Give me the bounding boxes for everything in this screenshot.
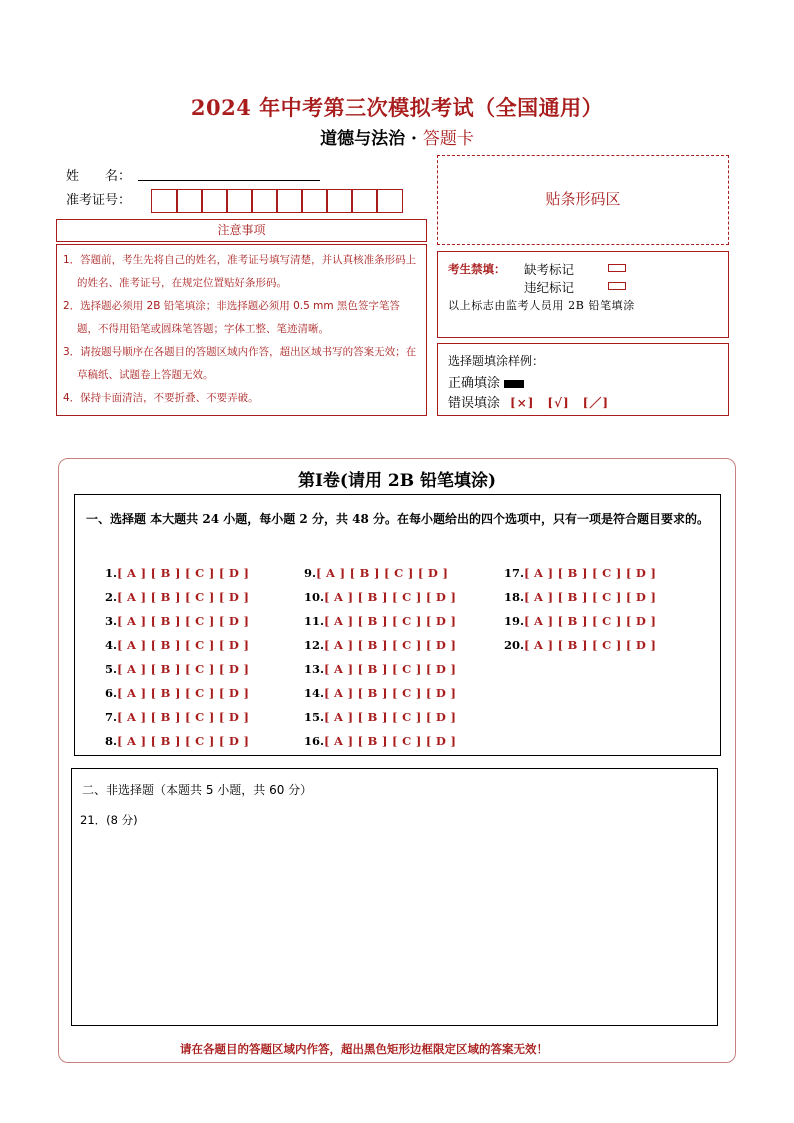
exam-id-cell[interactable] [301,189,328,213]
choice-question[interactable] [304,686,456,700]
sample-title: 选择题填涂样例： [448,354,545,368]
choice-question[interactable] [105,566,249,580]
choice-question[interactable] [304,566,448,580]
open-question-box[interactable] [71,768,718,1026]
question-number: 7. [105,710,118,724]
question-number: 12. [304,638,325,652]
choice-question[interactable] [105,614,249,628]
choice-question[interactable] [504,566,656,580]
barcode-area: 贴条形码区 [437,155,729,245]
exam-id-cell[interactable] [151,189,178,213]
notice-heading: 注意事项 [56,219,427,242]
answer-options[interactable]: [ A ] [ B ] [ C ] [ D ] [324,590,457,604]
question-number: 5. [105,662,118,676]
question-number: 9. [304,566,317,580]
question-number: 18. [504,590,525,604]
sample-wrong [448,392,609,411]
answer-options[interactable]: [ A ] [ B ] [ C ] [ D ] [524,566,657,580]
choice-question[interactable] [304,710,456,724]
question-number: 11. [304,614,325,628]
page-title: 2024 年中考第三次模拟考试（全国通用） [190,95,604,120]
choice-question[interactable] [304,590,456,604]
answer-options[interactable]: [ A ] [ B ] [ C ] [ D ] [524,638,657,652]
question-number: 13. [304,662,325,676]
answer-options[interactable]: [ A ] [ B ] [ C ] [ D ] [117,614,250,628]
exam-id-label: 准考证号： [66,193,132,208]
choice-question[interactable] [304,662,456,676]
question-number: 15. [304,710,325,724]
answer-options[interactable]: [ A ] [ B ] [ C ] [ D ] [117,638,250,652]
question-number: 19. [504,614,525,628]
choice-question[interactable] [105,686,249,700]
notice-item: 2．选择题必须用 2B 铅笔填涂；非选择题必须用 0.5 mm 黑色签字笔答题，不得用铅笔或圆珠笔答题；字体工整、笔迹清晰。 [63,300,400,335]
question-number: 8. [105,734,118,748]
forbid-label: 考生禁填： [448,262,506,276]
multiple-choice-description: 一、选择题 本大题共 24 小题，每小题 2 分，共 48 分。在每小题给出的四个选项中，只有一项是符合题目要求的。 [86,512,709,526]
answer-options[interactable]: [ A ] [ B ] [ C ] [ D ] [524,614,657,628]
question-number: 10. [304,590,325,604]
question-number: 4. [105,638,118,652]
answer-options[interactable]: [ A ] [ B ] [ C ] [ D ] [324,734,457,748]
wrong-marks: [×] [√] [／] [510,396,610,410]
subtitle-dot: · [411,129,417,149]
exam-id-cell[interactable] [201,189,228,213]
notice-item: 1．答题前，考生先将自己的姓名，准考证号填写清楚，并认真核准条形码上的姓名、准考证号，在规定位置贴好条形码。 [63,254,417,289]
answer-options[interactable]: [ A ] [ B ] [ C ] [ D ] [117,710,250,724]
notice-list [56,244,427,416]
footer-note: 请在各题目的答题区域内作答，超出黑色矩形边框限定区域的答案无效！ [180,1042,548,1056]
answer-options[interactable]: [ A ] [ B ] [ C ] [ D ] [117,662,250,676]
notice-item: 3．请按题号顺序在各题目的答题区域内作答，超出区域书写的答案无效；在草稿纸、试题卷上答题无效。 [63,346,417,381]
question-number: 16. [304,734,325,748]
answer-options[interactable]: [ A ] [ B ] [ C ] [ D ] [316,566,449,580]
answer-options[interactable]: [ A ] [ B ] [ C ] [ D ] [324,614,457,628]
answer-options[interactable]: [ A ] [ B ] [ C ] [ D ] [324,710,457,724]
choice-question[interactable] [105,590,249,604]
choice-question[interactable] [304,614,456,628]
answer-options[interactable]: [ A ] [ B ] [ C ] [ D ] [117,590,250,604]
choice-question[interactable] [105,710,249,724]
question-number: 17. [504,566,525,580]
examinee-forbidden-panel [437,251,729,338]
part1-title: 第Ⅰ卷(请用 2B 铅笔填涂) [297,471,497,491]
choice-question[interactable] [105,662,249,676]
answer-options[interactable]: [ A ] [ B ] [ C ] [ D ] [324,638,457,652]
choice-question[interactable] [504,614,656,628]
answer-options[interactable]: [ A ] [ B ] [ C ] [ D ] [117,734,250,748]
exam-id-cell[interactable] [351,189,378,213]
notice-item: 4．保持卡面清洁，不要折叠、不要弄破。 [63,392,259,404]
exam-id-cell[interactable] [226,189,253,213]
answer-options[interactable]: [ A ] [ B ] [ C ] [ D ] [324,662,457,676]
choice-question[interactable] [504,638,656,652]
filled-mark-icon [504,380,524,388]
question-21-label: 21．(8 分) [80,813,138,827]
question-number: 1. [105,566,118,580]
exam-id-cell[interactable] [176,189,203,213]
exam-id-boxes[interactable] [151,189,401,213]
absent-mark-box[interactable] [608,264,626,272]
subject-label: 道德与法治 [320,129,406,149]
answer-options[interactable]: [ A ] [ B ] [ C ] [ D ] [524,590,657,604]
question-number: 2. [105,590,118,604]
choice-question[interactable] [504,590,656,604]
violation-mark-label: 违纪标记 [524,280,575,295]
choice-question[interactable] [304,638,456,652]
question-number: 3. [105,614,118,628]
answer-options[interactable]: [ A ] [ B ] [ C ] [ D ] [117,686,250,700]
sample-wrong-label: 错误填涂 [448,396,501,411]
absent-mark-label: 缺考标记 [524,262,575,277]
sample-right [448,372,524,391]
choice-question[interactable] [304,734,456,748]
open-question-heading: 二、非选择题（本题共 5 小题，共 60 分） [82,783,313,797]
exam-id-cell[interactable] [376,189,403,213]
choice-question[interactable] [105,734,249,748]
violation-mark-box[interactable] [608,282,626,290]
answer-options[interactable]: [ A ] [ B ] [ C ] [ D ] [324,686,457,700]
card-label: 答题卡 [422,129,474,149]
choice-question[interactable] [105,638,249,652]
question-number: 20. [504,638,525,652]
fill-sample-panel [437,343,729,416]
name-label: 姓 名： [66,169,132,184]
exam-id-cell[interactable] [326,189,353,213]
sample-right-label: 正确填涂 [448,376,501,391]
forbid-note: 以上标志由监考人员用 2B 铅笔填涂 [448,299,635,312]
page-subtitle [0,124,794,149]
exam-id-cell[interactable] [251,189,278,213]
exam-id-cell[interactable] [276,189,303,213]
name-field[interactable] [138,180,320,181]
question-number: 6. [105,686,118,700]
question-number: 14. [304,686,325,700]
answer-options[interactable]: [ A ] [ B ] [ C ] [ D ] [117,566,250,580]
